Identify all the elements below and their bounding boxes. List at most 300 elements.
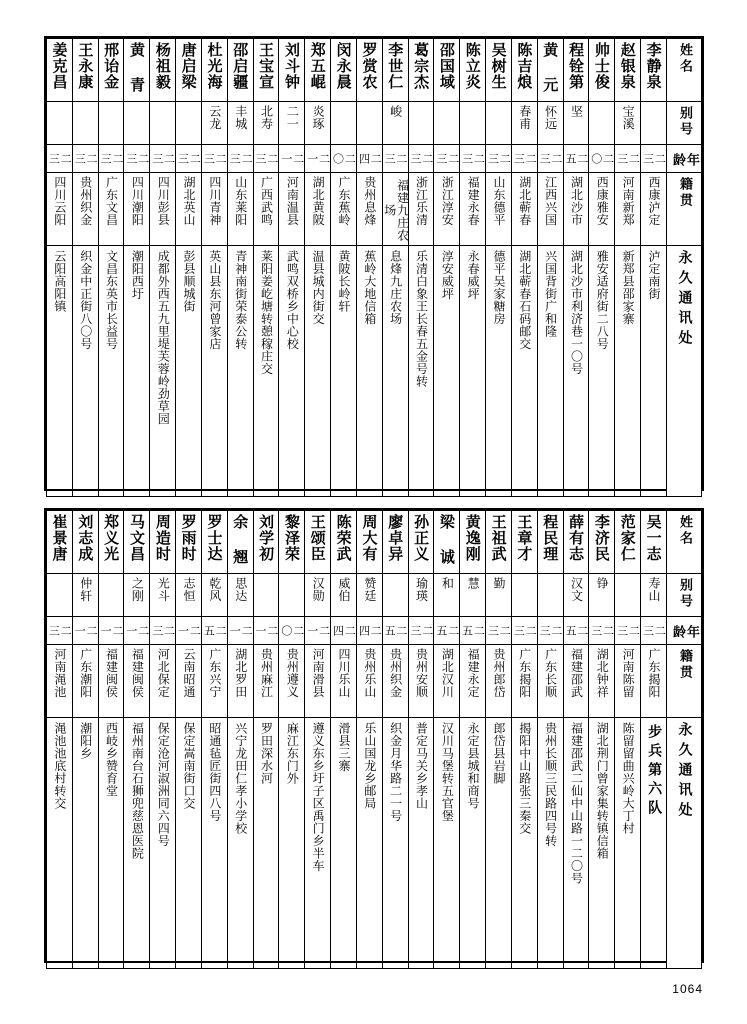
- cell-address: [176, 246, 202, 497]
- cell-address: [305, 718, 331, 969]
- address-text: 福州南台石狮兜慈恩医院: [130, 722, 145, 860]
- cell-age: [511, 617, 537, 645]
- name-text: 唐启梁: [179, 42, 198, 90]
- cell-address: [589, 246, 615, 497]
- cell-address: [537, 718, 563, 969]
- origin-text: 湖北罗田: [233, 648, 248, 698]
- cell-origin: [98, 645, 124, 718]
- address-text: 湖北沙市利济巷一〇号: [569, 250, 584, 375]
- address-text: 麻江东门外: [285, 722, 300, 785]
- cell-address: [434, 718, 460, 969]
- roster-table-lower: [44, 508, 704, 963]
- cell-name: [47, 511, 73, 574]
- cell-alias: [641, 102, 667, 145]
- name-text: 罗士达: [205, 514, 224, 562]
- cell-alias: [72, 574, 98, 617]
- origin-text: 福建九庄农场: [382, 179, 410, 242]
- cell-origin: [279, 173, 305, 246]
- name-text: 廖卓异: [386, 514, 405, 562]
- cell-name: [98, 39, 124, 102]
- row-ages: [47, 617, 702, 645]
- cell-name: [72, 39, 98, 102]
- alias-text: 汉文: [569, 577, 584, 602]
- age-text: 二一: [305, 625, 331, 638]
- name-text: 郑五崐: [308, 42, 327, 90]
- header-alias: [667, 574, 702, 617]
- cell-origin: [563, 173, 589, 246]
- address-text: 潮阳乡: [78, 722, 93, 760]
- name-text: 陈荣武: [334, 514, 353, 562]
- address-text: 文昌东英市长益号: [104, 250, 119, 350]
- address-text: 湖北蕲春石码邮交: [517, 250, 532, 350]
- cell-origin: [641, 173, 667, 246]
- name-text: 罗赏农: [360, 42, 379, 90]
- cell-address: [589, 718, 615, 969]
- alias-text: 北寿: [259, 105, 274, 130]
- name-text: 李静泉: [644, 42, 663, 90]
- origin-text: 四川彭县: [156, 176, 171, 226]
- cell-name: [279, 39, 305, 102]
- cell-alias: [382, 574, 408, 617]
- page-number: 1064: [672, 982, 703, 996]
- age-text: 二三: [538, 625, 564, 638]
- name-text: 陈吉烺: [515, 42, 534, 90]
- cell-alias: [331, 102, 357, 145]
- header-origin-text: 籍贯: [677, 177, 693, 209]
- cell-name: [382, 511, 408, 574]
- cell-age: [641, 617, 667, 645]
- cell-alias: [511, 574, 537, 617]
- cell-age: [227, 617, 253, 645]
- cell-address: [279, 718, 305, 969]
- age-text: 二三: [228, 153, 254, 166]
- cell-age: [382, 145, 408, 173]
- address-text: 泸定南街: [647, 250, 661, 300]
- name-text: 杨祖毅: [153, 42, 172, 90]
- cell-origin: [511, 645, 537, 718]
- cell-alias: [641, 574, 667, 617]
- cell-address: [72, 718, 98, 969]
- cell-alias: [176, 102, 202, 145]
- cell-address: [47, 246, 73, 497]
- header-address-text: 永久通讯处: [676, 722, 693, 822]
- cell-origin: [72, 645, 98, 718]
- cell-alias: [460, 574, 486, 617]
- header-origin: [667, 173, 702, 246]
- cell-origin: [124, 645, 150, 718]
- cell-name: [98, 511, 124, 574]
- cell-age: [150, 617, 176, 645]
- cell-name: [331, 511, 357, 574]
- cell-age: [382, 617, 408, 645]
- cell-age: [305, 145, 331, 173]
- origin-text: 广东文昌: [104, 176, 119, 226]
- name-text: 姜克昌: [50, 42, 69, 90]
- name-text: 刘志成: [76, 514, 95, 562]
- cell-name: [460, 511, 486, 574]
- cell-alias: [279, 102, 305, 145]
- age-text: 二五: [563, 153, 589, 166]
- alias-text: 和: [440, 577, 455, 590]
- cell-alias: [47, 102, 73, 145]
- origin-text: 四川潮阳: [130, 176, 145, 226]
- cell-age: [47, 617, 73, 645]
- header-address: [667, 246, 702, 497]
- cell-address: [486, 718, 512, 969]
- name-text: 葛宗杰: [412, 42, 431, 90]
- cell-name: [408, 511, 434, 574]
- cell-origin: [356, 173, 382, 246]
- age-text: 二一: [305, 153, 331, 166]
- cell-age: [124, 617, 150, 645]
- roster-table: [46, 38, 702, 497]
- cell-name: [201, 511, 227, 574]
- row-names: [47, 511, 702, 574]
- cell-name: [253, 511, 279, 574]
- cell-age: [434, 145, 460, 173]
- origin-text: 四川青神: [207, 176, 222, 226]
- cell-origin: [253, 173, 279, 246]
- age-text: 二三: [47, 625, 73, 638]
- cell-alias: [356, 102, 382, 145]
- cell-age: [408, 145, 434, 173]
- origin-text: 贵州遵义: [285, 648, 300, 698]
- cell-address: [563, 718, 589, 969]
- cell-name: [305, 511, 331, 574]
- cell-origin: [227, 173, 253, 246]
- age-text: 二一: [228, 625, 254, 638]
- header-age-text: 年龄: [670, 624, 700, 641]
- age-text: 二三: [73, 153, 99, 166]
- alias-text: 春甫: [517, 105, 532, 130]
- cell-address: [331, 246, 357, 497]
- alias-text: 铮: [595, 577, 610, 590]
- age-text: 二三: [383, 153, 409, 166]
- address-text: 永定县城和商号: [466, 722, 481, 810]
- cell-age: [201, 145, 227, 173]
- address-text: 保定沧河淑洲同六四号: [156, 722, 171, 847]
- name-text: 崔景唐: [50, 514, 69, 562]
- name-text: 马文昌: [127, 514, 146, 562]
- cell-alias: [176, 574, 202, 617]
- address-text: 武鸣双桥乡中心校: [285, 250, 300, 350]
- address-text: 潮阳西圩: [130, 250, 145, 300]
- cell-origin: [124, 173, 150, 246]
- cell-alias: [563, 574, 589, 617]
- cell-age: [279, 145, 305, 173]
- age-text: 二一: [254, 625, 279, 638]
- alias-text: 丰城: [233, 105, 248, 130]
- alias-text: 乾风: [207, 577, 222, 602]
- name-text: 刘学初: [257, 514, 276, 562]
- cell-origin: [615, 173, 641, 246]
- cell-address: [279, 246, 305, 497]
- origin-text: 湖北黄陂: [311, 176, 326, 226]
- address-text: 郎岱县岩脚: [491, 722, 506, 785]
- name-text: 杜光海: [205, 42, 224, 90]
- cell-origin: [176, 173, 202, 246]
- origin-text: 湖北钟祥: [595, 648, 610, 698]
- alias-text: 仲轩: [78, 577, 93, 602]
- cell-address: [382, 718, 408, 969]
- origin-text: 湖北英山: [182, 176, 197, 226]
- header-alias: [667, 102, 702, 145]
- cell-name: [356, 511, 382, 574]
- age-text: 二一: [99, 625, 124, 638]
- cell-alias: [615, 574, 641, 617]
- cell-address: [641, 246, 667, 497]
- cell-name: [305, 39, 331, 102]
- age-text: 二五: [383, 625, 409, 638]
- cell-origin: [305, 173, 331, 246]
- cell-age: [511, 145, 537, 173]
- age-text: 二三: [486, 153, 512, 166]
- origin-text: 广东揭阳: [517, 648, 532, 698]
- address-text: 云阳高阳镇: [52, 250, 67, 313]
- cell-age: [615, 617, 641, 645]
- cell-name: [150, 511, 176, 574]
- origin-text: 西康雅安: [595, 176, 610, 226]
- cell-origin: [279, 645, 305, 718]
- cell-origin: [615, 645, 641, 718]
- name-text: 程铨第: [567, 42, 586, 90]
- cell-address: [382, 246, 408, 497]
- name-text: 王宝宣: [257, 42, 276, 90]
- cell-address: [537, 246, 563, 497]
- cell-origin: [331, 173, 357, 246]
- origin-text: 贵州息烽: [362, 176, 377, 226]
- cell-name: [434, 511, 460, 574]
- origin-text: 福建永春: [466, 176, 481, 226]
- cell-name: [460, 39, 486, 102]
- cell-alias: [589, 102, 615, 145]
- cell-alias: [486, 102, 512, 145]
- cell-alias: [511, 102, 537, 145]
- cell-origin: [460, 645, 486, 718]
- cell-origin: [537, 645, 563, 718]
- address-text: 滑县三寨: [337, 722, 351, 772]
- origin-text: 广东长顺: [543, 648, 558, 698]
- cell-alias: [98, 574, 124, 617]
- cell-alias: [589, 574, 615, 617]
- alias-text: 炎琢: [311, 105, 326, 130]
- cell-age: [537, 145, 563, 173]
- cell-address: [408, 246, 434, 497]
- cell-age: [331, 145, 357, 173]
- address-text: 湖北荆门曾家集转镇信箱: [595, 722, 610, 860]
- row-origins: [47, 173, 702, 246]
- cell-name: [47, 39, 73, 102]
- header-alias-text: 别号: [677, 578, 693, 610]
- cell-name: [356, 39, 382, 102]
- address-text: 福建邵武二仙中山路一二〇号: [569, 722, 584, 885]
- cell-address: [511, 246, 537, 497]
- address-text: 莱阳姜屹塘转憩稼庄交: [259, 250, 274, 375]
- age-text: 二三: [615, 625, 641, 638]
- origin-text: 广东兴宁: [207, 648, 222, 698]
- cell-name: [72, 511, 98, 574]
- cell-name: [124, 511, 150, 574]
- cell-name: [511, 39, 537, 102]
- cell-alias: [408, 102, 434, 145]
- header-age: [667, 145, 702, 173]
- cell-origin: [201, 173, 227, 246]
- age-text: 二三: [641, 153, 667, 166]
- cell-alias: [150, 574, 176, 617]
- age-text: 二三: [176, 153, 202, 166]
- address-text: 遵义东乡圩子区禹门乡半车: [311, 722, 326, 872]
- age-text: 二三: [99, 153, 124, 166]
- alias-text: 威伯: [337, 577, 351, 602]
- name-text: 黄 青: [127, 42, 146, 93]
- cell-origin: [537, 173, 563, 246]
- cell-origin: [382, 645, 408, 718]
- cell-address: [615, 246, 641, 497]
- origin-text: 福建永定: [466, 648, 481, 698]
- alias-text: 之刚: [130, 577, 145, 602]
- origin-text: 贵州乐山: [362, 648, 377, 698]
- cell-age: [98, 617, 124, 645]
- cell-age: [589, 617, 615, 645]
- address-text: 保定嵩南街口交: [182, 722, 197, 810]
- age-text: 二一: [279, 153, 305, 166]
- address-text: 英山县东河曾家店: [207, 250, 222, 350]
- cell-age: [98, 145, 124, 173]
- age-text: 二五: [460, 625, 486, 638]
- address-text: 贵州长顺三民路四号转: [543, 722, 558, 847]
- header-name-text: 姓名: [677, 515, 693, 547]
- origin-text: 贵州麻江: [259, 648, 274, 698]
- cell-age: [486, 617, 512, 645]
- address-text: 雅安适府街二八号: [595, 250, 610, 350]
- cell-alias: [408, 574, 434, 617]
- cell-address: [460, 246, 486, 497]
- name-text: 周大有: [360, 514, 379, 562]
- cell-alias: [615, 102, 641, 145]
- cell-age: [563, 145, 589, 173]
- cell-address: [98, 718, 124, 969]
- cell-name: [537, 39, 563, 102]
- cell-alias: [434, 574, 460, 617]
- origin-text: 贵州织金: [388, 648, 403, 698]
- origin-text: 湖北沙市: [569, 176, 584, 226]
- alias-text: 思达: [233, 577, 248, 602]
- cell-origin: [434, 173, 460, 246]
- cell-origin: [305, 645, 331, 718]
- cell-alias: [227, 574, 253, 617]
- age-text: 二三: [47, 153, 73, 166]
- cell-address: [98, 246, 124, 497]
- address-text: 乐清白象王长春五金号转: [414, 250, 429, 388]
- origin-text: 浙江乐清: [414, 176, 429, 226]
- name-text: 余 翘: [231, 514, 250, 565]
- cell-address: [150, 246, 176, 497]
- cell-name: [563, 511, 589, 574]
- address-text: 德平吴家糖房: [491, 250, 506, 325]
- cell-origin: [150, 645, 176, 718]
- address-text: 彭县顺城街: [182, 250, 197, 313]
- roster-table: [46, 510, 702, 969]
- address-text: 陈留留曲兴岭大丁村: [621, 722, 636, 835]
- cell-address: [201, 246, 227, 497]
- alias-text: 勤: [491, 577, 506, 590]
- cell-address: [615, 718, 641, 969]
- age-text: 二三: [589, 625, 615, 638]
- address-text: 乐山国龙乡邮局: [362, 722, 377, 810]
- name-text: 吴一志: [644, 514, 663, 562]
- cell-origin: [589, 173, 615, 246]
- cell-origin: [511, 173, 537, 246]
- cell-address: [253, 718, 279, 969]
- cell-address: [305, 246, 331, 497]
- cell-origin: [47, 173, 73, 246]
- cell-alias: [382, 102, 408, 145]
- name-text: 邢诒金: [102, 42, 121, 90]
- row-names: [47, 39, 702, 102]
- name-text: 邵国域: [437, 42, 456, 90]
- origin-text: 广东揭阳: [647, 648, 661, 698]
- age-text: 二〇: [279, 625, 305, 638]
- age-text: 二三: [409, 153, 434, 166]
- address-text: 渑池池底村转交: [52, 722, 67, 810]
- cell-age: [434, 617, 460, 645]
- row-addresses: [47, 718, 702, 969]
- address-text: 淳安威坪: [440, 250, 455, 300]
- alias-text: 怀远: [543, 105, 558, 130]
- age-text: 二四: [357, 153, 383, 166]
- cell-alias: [279, 574, 305, 617]
- age-text: 二三: [641, 625, 667, 638]
- origin-text: 贵州郎岱: [491, 648, 506, 698]
- age-text: 二五: [563, 625, 589, 638]
- name-text: 王颂臣: [308, 514, 327, 562]
- cell-age: [356, 617, 382, 645]
- cell-alias: [124, 574, 150, 617]
- age-text: 二三: [202, 153, 228, 166]
- address-text: 蕉岭大地信箱: [362, 250, 377, 325]
- address-text: 西岐乡赞育堂: [104, 722, 119, 797]
- cell-name: [227, 39, 253, 102]
- cell-age: [150, 145, 176, 173]
- cell-alias: [253, 102, 279, 145]
- cell-name: [641, 39, 667, 102]
- name-text: 帅士俊: [592, 42, 611, 90]
- cell-age: [641, 145, 667, 173]
- name-text: 郑义光: [102, 514, 121, 562]
- cell-alias: [537, 102, 563, 145]
- alias-text: 赞廷: [362, 577, 377, 602]
- cell-name: [615, 39, 641, 102]
- alias-text: 坚: [569, 105, 584, 118]
- address-text: 织金中正街八〇号: [78, 250, 93, 350]
- name-text: 王永康: [76, 42, 95, 90]
- header-name: [667, 511, 702, 574]
- cell-name: [150, 39, 176, 102]
- name-text: 薛有志: [567, 514, 586, 562]
- origin-text: 河北保定: [156, 648, 171, 698]
- cell-age: [305, 617, 331, 645]
- cell-address: [408, 718, 434, 969]
- age-text: 二三: [150, 625, 176, 638]
- cell-alias: [98, 102, 124, 145]
- age-text: 二三: [124, 153, 150, 166]
- cell-alias: [563, 102, 589, 145]
- name-text: 黎泽荣: [282, 514, 301, 562]
- name-text: 赵银泉: [618, 42, 637, 90]
- cell-origin: [641, 645, 667, 718]
- age-text: 二三: [486, 625, 512, 638]
- cell-address: [124, 718, 150, 969]
